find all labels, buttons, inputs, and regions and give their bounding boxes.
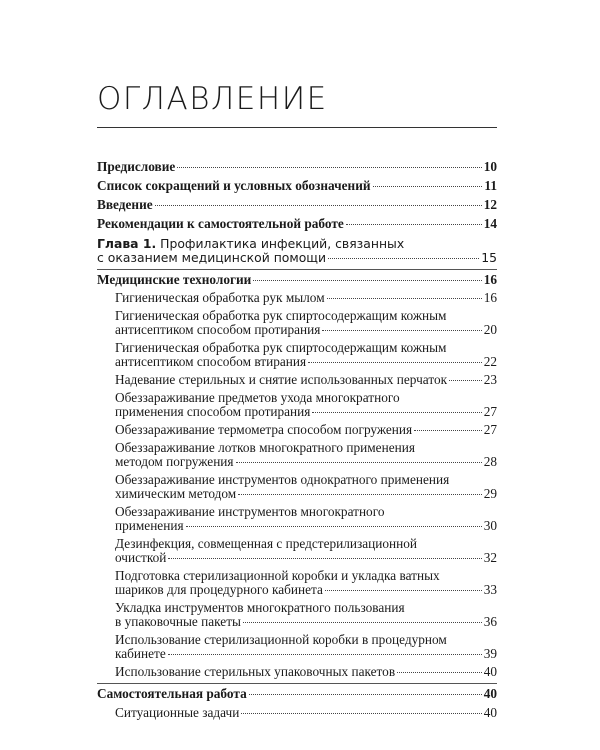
toc-page-number: 40: [483, 664, 497, 679]
toc-subentry[interactable]: [97, 391, 497, 419]
toc-page-number: 36: [483, 614, 497, 629]
dot-leader: [168, 558, 481, 559]
toc-page-number: 16: [483, 272, 497, 287]
toc-page-number: 16: [483, 290, 497, 305]
toc-entry-title: Ситуационные задачи: [115, 705, 240, 720]
page-title: ОГЛАВЛЕНИЕ: [97, 81, 328, 117]
toc-subentry[interactable]: [97, 633, 497, 661]
toc-page-number: 27: [483, 404, 497, 419]
toc-page-number: 12: [483, 197, 497, 212]
toc-subentry[interactable]: [97, 373, 497, 387]
toc-entry-situational-tasks[interactable]: [97, 706, 497, 720]
toc-entry-title: применения: [115, 518, 184, 533]
dot-leader: [249, 694, 482, 695]
dot-leader: [325, 590, 482, 591]
toc-entry-title: методом погружения: [115, 454, 234, 469]
toc-subentry[interactable]: [97, 537, 497, 565]
toc-entry-title-line1: Подготовка стерилизационной коробки и укладка ватных: [115, 568, 440, 583]
toc-page-number: 10: [483, 159, 497, 174]
dot-leader: [308, 362, 482, 363]
toc-entry-title: очисткой: [115, 550, 167, 565]
toc-page-number: 30: [483, 518, 497, 533]
dot-leader: [328, 258, 479, 259]
toc-entry-medical-technologies[interactable]: [97, 269, 497, 287]
toc-entry-title-line1: Обеззараживание инструментов однократного применения: [115, 472, 450, 487]
toc-entry-title-line1: Обеззараживание предметов ухода многократного: [115, 390, 400, 405]
toc-entry-title: Медицинские технологии: [97, 272, 252, 287]
toc-entry-title: Введение: [97, 197, 153, 212]
toc-page-number: 23: [483, 372, 497, 387]
toc-page-number: 11: [484, 178, 497, 193]
toc-page-number: 22: [483, 354, 497, 369]
toc-entry-introduction[interactable]: [97, 198, 497, 212]
toc-entry-recommendations[interactable]: [97, 217, 497, 231]
toc-entry-title: антисептиком способом протирания: [115, 322, 321, 337]
toc-page-number: 15: [481, 250, 497, 265]
dot-leader: [243, 622, 482, 623]
toc-entry-title: Гигиеническая обработка рук мылом: [115, 290, 325, 305]
toc-entry-title: антисептиком способом втирания: [115, 354, 307, 369]
dot-leader: [253, 280, 481, 281]
toc-entry-title: кабинете: [115, 646, 166, 661]
toc-entry-title: применения способом протирания: [115, 404, 311, 419]
toc-subentry[interactable]: [97, 291, 497, 305]
toc-page-number: 27: [483, 422, 497, 437]
toc-subentry[interactable]: [97, 505, 497, 533]
toc-subentries: [97, 291, 497, 679]
dot-leader: [414, 430, 482, 431]
toc-entry-self-work[interactable]: [97, 683, 497, 701]
dot-leader: [312, 412, 481, 413]
toc-page-number: 40: [483, 686, 497, 701]
toc-page-number: 29: [483, 486, 497, 501]
toc-entry-title-line1: Обеззараживание инструментов многократного: [115, 504, 385, 519]
toc-entry-title: Предисловие: [97, 159, 176, 174]
dot-leader: [177, 167, 481, 168]
toc-subentry[interactable]: [97, 569, 497, 597]
dot-leader: [322, 330, 481, 331]
toc-entry-title-line1: Дезинфекция, совмещенная с предстерилизационной: [115, 536, 418, 551]
table-of-contents: [97, 160, 497, 724]
toc-entry-title: шариков для процедурного кабинета: [115, 582, 323, 597]
dot-leader: [327, 298, 482, 299]
toc-page-number: 14: [483, 216, 497, 231]
toc-entry-title-line1: Обеззараживание лотков многократного применения: [115, 440, 415, 455]
toc-page-number: 39: [483, 646, 497, 661]
toc-subentry[interactable]: [97, 341, 497, 369]
toc-subentry[interactable]: [97, 441, 497, 469]
toc-page-number: 20: [483, 322, 497, 337]
toc-subentry[interactable]: [97, 601, 497, 629]
toc-entry-title-line1: Гигиеническая обработка рук спиртосодержащим кожным: [115, 308, 447, 323]
toc-entry-abbreviations[interactable]: [97, 179, 497, 193]
dot-leader: [155, 205, 482, 206]
toc-entry-title-line1: [97, 237, 497, 251]
toc-entry-title: Обеззараживание термометра способом погружения: [115, 422, 413, 437]
toc-entry-chapter-1[interactable]: [97, 237, 497, 265]
toc-entry-title: Список сокращений и условных обозначений: [97, 178, 371, 193]
toc-subentry[interactable]: [97, 423, 497, 437]
toc-subentry[interactable]: [97, 473, 497, 501]
toc-entry-title: Использование стерильных упаковочных пакетов: [115, 664, 396, 679]
toc-page-number: 32: [483, 550, 497, 565]
title-divider: [97, 127, 497, 128]
toc-entry-title-line1: Использование стерилизационной коробки в процедурном: [115, 632, 447, 647]
toc-entry-title: Рекомендации к самостоятельной работе: [97, 216, 344, 231]
chapter-label: Глава 1.: [97, 236, 157, 251]
toc-entry-title: Надевание стерильных и снятие использованных перчаток: [115, 372, 448, 387]
dot-leader: [346, 224, 482, 225]
dot-leader: [238, 494, 481, 495]
toc-page-number: 33: [483, 582, 497, 597]
dot-leader: [397, 672, 482, 673]
toc-subentry[interactable]: [97, 309, 497, 337]
chapter-title-line1: Профилактика инфекций, связанных: [160, 236, 405, 251]
dot-leader: [186, 526, 482, 527]
toc-entry-title: с оказанием медицинской помощи: [97, 250, 327, 265]
toc-entry-title: в упаковочные пакеты: [115, 614, 241, 629]
dot-leader: [449, 380, 482, 381]
toc-entry-preface[interactable]: [97, 160, 497, 174]
dot-leader: [236, 462, 482, 463]
dot-leader: [168, 654, 482, 655]
toc-page-number: 28: [483, 454, 497, 469]
toc-entry-title: Самостоятельная работа: [97, 686, 247, 701]
toc-entry-title-line1: Укладка инструментов многократного пользования: [115, 600, 405, 615]
toc-entry-title-line1: Гигиеническая обработка рук спиртосодержащим кожным: [115, 340, 447, 355]
dot-leader: [373, 186, 483, 187]
dot-leader: [241, 713, 481, 714]
toc-entry-title: химическим методом: [115, 486, 237, 501]
toc-subentry[interactable]: [97, 665, 497, 679]
toc-page-number: 40: [483, 705, 497, 720]
